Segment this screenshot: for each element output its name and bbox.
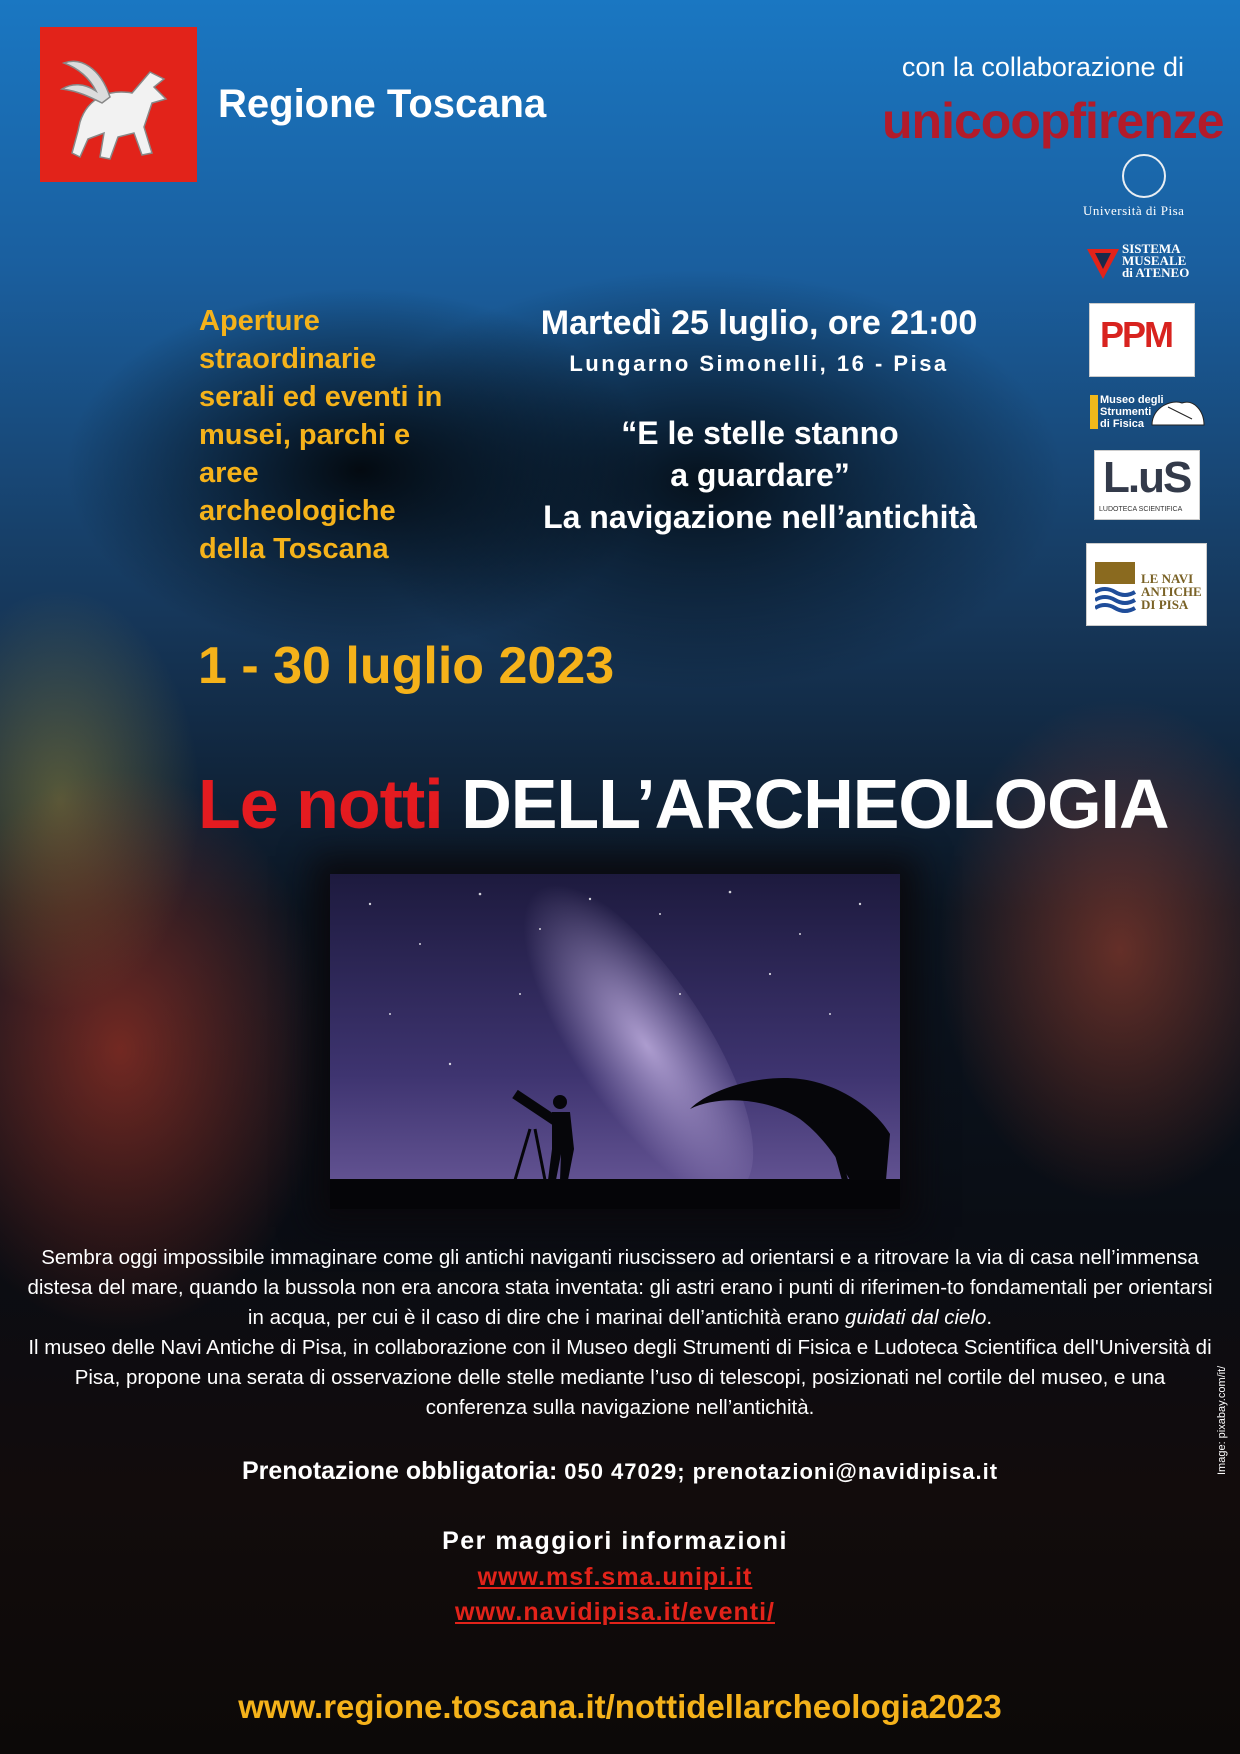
msf-website-link[interactable]: www.msf.sma.unipi.it (477, 1563, 753, 1591)
region-name: Regione Toscana (218, 82, 547, 126)
sma-line-2: MUSEALE (1122, 253, 1187, 268)
navi-line-3: DI PISA (1141, 597, 1189, 612)
sma-line-1: SISTEMA (1122, 241, 1181, 256)
description-p1-end: . (986, 1306, 993, 1329)
navi-line-1: LE NAVI (1141, 571, 1194, 586)
booking-info (60, 1457, 1180, 1486)
main-title-red: Le notti (198, 765, 443, 843)
unicoop-firenze-logo: unicoopfirenze (882, 93, 1224, 149)
description-paragraph-2: Il museo delle Navi Antiche di Pisa, in collaborazione con il Museo degli Strumenti di Fisica e Ludoteca Scientifica dell'Università di Pisa, propone una serata di osservazione delle stelle mediante l’uso di telescopi, posizionati nel cortile del museo, e una conferenza sulla navigazione nell’antichità. (28, 1336, 1212, 1419)
ludoteca-logo (1094, 450, 1200, 520)
booking-label: Prenotazione obbligatoria: (241, 1457, 558, 1485)
msf-line-2: Strumenti (1100, 406, 1152, 418)
description-paragraph-1 (22, 1243, 1218, 1333)
sma-line-3: di ATENEO (1122, 265, 1190, 280)
description-p1-italic: guidati dal cielo (845, 1306, 987, 1329)
msf-line-3: di Fisica (1100, 418, 1145, 430)
event-title-line-1: “E le stelle stanno (621, 415, 899, 451)
event-description (22, 1243, 1218, 1423)
description-p1-text: Sembra oggi impossibile immaginare come gli antichi naviganti riuscissero ad orientarsi e a ritrovare la via di casa nell’immensa distesa del mare, quando la bussola non era ancora stata inventata: gli astri erano i punti di riferimen-to fondamentali per orientarsi in acqua, per cui è il caso di dire che i marinai dell’antichità erano (27, 1246, 1213, 1329)
main-title (198, 764, 1169, 844)
regione-toscana-logo (40, 27, 197, 182)
msf-logo-bar (1090, 395, 1098, 429)
event-title-line-2: a guardare” (670, 457, 850, 493)
event-title (470, 412, 1050, 538)
navidipisa-events-link[interactable]: www.navidipisa.it/eventi/ (455, 1598, 775, 1626)
booking-contact: 050 47029; prenotazioni@navidipisa.it (564, 1459, 999, 1484)
event-title-line-3: La navigazione nell’antichità (543, 499, 977, 535)
navi-antiche-logo (1086, 543, 1207, 626)
ppm-logo-text: PPM (1100, 314, 1173, 355)
night-sky-photo (330, 874, 900, 1209)
lus-logo-text: L.uS (1103, 453, 1191, 502)
image-credit: Image: pixabay.com/it/ (1216, 1365, 1228, 1475)
pegasus-icon (40, 27, 197, 182)
event-place: Lungarno Simonelli, 16 - Pisa (569, 351, 949, 376)
collaboration-label: con la collaborazione di (901, 52, 1184, 82)
festival-dates: 1 - 30 luglio 2023 (198, 637, 615, 695)
night-sky-image (330, 874, 900, 1209)
observatory-dome-icon (1148, 397, 1206, 427)
sma-logo-icon (1085, 245, 1121, 281)
university-label: Università di Pisa (1083, 203, 1185, 218)
main-title-white: DELL’ARCHEOLOGIA (461, 765, 1169, 843)
more-info-label: Per maggiori informazioni (442, 1527, 788, 1555)
navi-line-2: ANTICHE (1141, 584, 1202, 599)
ship-icon (1095, 558, 1139, 614)
msf-line-1: Museo degli (1100, 394, 1164, 406)
aperture-text: Aperture straordinarie serali ed eventi in musei, parchi e aree archeologiche della Toscana (199, 305, 443, 565)
university-seal-icon (1122, 154, 1166, 198)
lus-logo-subtitle: LUDOTECA SCIENTIFICA (1099, 506, 1183, 513)
navi-logo-text (1141, 572, 1202, 611)
sma-logo-text (1122, 243, 1189, 279)
event-date-time: Martedì 25 luglio, ore 21:00 (540, 304, 978, 342)
footer-url[interactable]: www.regione.toscana.it/nottidellarcheologia2023 (238, 1688, 1002, 1725)
ppm-logo (1089, 303, 1195, 377)
